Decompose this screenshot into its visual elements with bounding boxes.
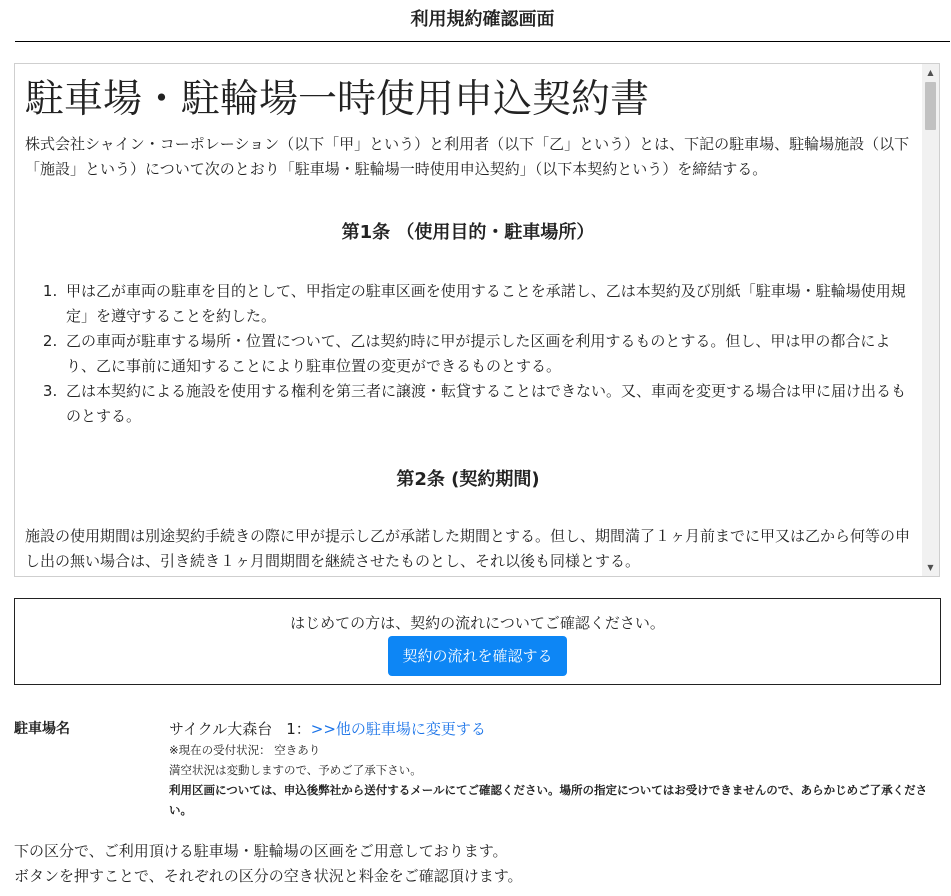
contract-flow-box (14, 598, 941, 685)
scroll-up-arrow-icon[interactable]: ▲ (927, 68, 934, 77)
guide-text (14, 839, 523, 889)
article1-list (25, 279, 911, 429)
scrollbar-thumb[interactable] (925, 82, 936, 130)
parking-lot-label: 駐車場名 (14, 721, 70, 737)
article1-item: 2. 乙の車両が駐車する場所・位置について、乙は契約時に甲が提示した区画を利用するものとする。但し、甲は甲の都合により、乙に事前に通知することにより駐車位置の変更ができるものとする。 (62, 329, 911, 379)
scroll-down-arrow-icon[interactable]: ▼ (927, 563, 934, 572)
terms-title: 駐車場・駐輪場一時使用申込契約書 (25, 77, 650, 122)
article1-item: 1. 甲は乙が車両の駐車を目的として、甲指定の駐車区画を使用することを承諾し、乙は本契約及び別紙「駐車場・駐輪場使用規定」を遵守することを約した。 (62, 279, 911, 329)
terms-intro: 株式会社シャイン・コーポレーション（以下「甲」という）と利用者（以下「乙」という）とは、下記の駐車場、駐輪場施設（以下「施設」という）について次のとおり「駐車場・駐輪場一時使用申込契約」（以下本契約という）を締結する。 (25, 135, 910, 178)
parking-lot-name-line (169, 718, 939, 740)
availability-status: ※現在の受付状況： 空きあり (169, 743, 321, 757)
article1-item: 3. 乙は本契約による施設を使用する権利を第三者に譲渡・転貸することはできない。又、車両を変更する場合は甲に届け出るものとする。 (62, 379, 911, 429)
article2-heading: 第2条 (契約期間) (396, 469, 540, 490)
view-contract-flow-button[interactable]: 契約の流れを確認する (388, 636, 566, 676)
terms-scroll-box[interactable] (14, 63, 940, 577)
vertical-scrollbar[interactable] (922, 64, 939, 576)
parking-lot-info (169, 718, 939, 820)
article2-text: 施設の使用期間は別途契約手続きの際に甲が提示し乙が承諾した期間とする。但し、期間満了１ヶ月前までに甲又は乙から何等の申し出の無い場合は、引き続き１ヶ月間期間を継続させたものとし、それ以後も同様とする。 (25, 527, 911, 570)
terms-content (25, 64, 911, 576)
contract-flow-text: はじめての方は、契約の流れについてご確認ください。 (290, 614, 665, 632)
parking-lot-name: サイクル大森台 (169, 720, 273, 738)
page-title: 利用規約確認画面 (410, 9, 555, 30)
page-header (15, 0, 950, 42)
change-parking-lot-link[interactable]: >>他の駐車場に変更する (310, 720, 486, 738)
space-assignment-note: 利用区画については、申込後弊社から送付するメールにてご確認ください。場所の指定についてはお受けできませんので、あらかじめご了承ください。 (169, 783, 928, 817)
parking-lot-separator: 1： (286, 720, 311, 738)
availability-note: 満空状況は変動しますので、予めご了承下さい。 (169, 763, 422, 777)
guide-line: ボタンを押すことで、それぞれの区分の空き状況と料金をご確認頂けます。 (14, 867, 523, 885)
article1-heading: 第1条 （使用目的・駐車場所） (341, 222, 595, 243)
guide-line: 下の区分で、ご利用頂ける駐車場・駐輪場の区画をご用意しております。 (14, 842, 508, 860)
